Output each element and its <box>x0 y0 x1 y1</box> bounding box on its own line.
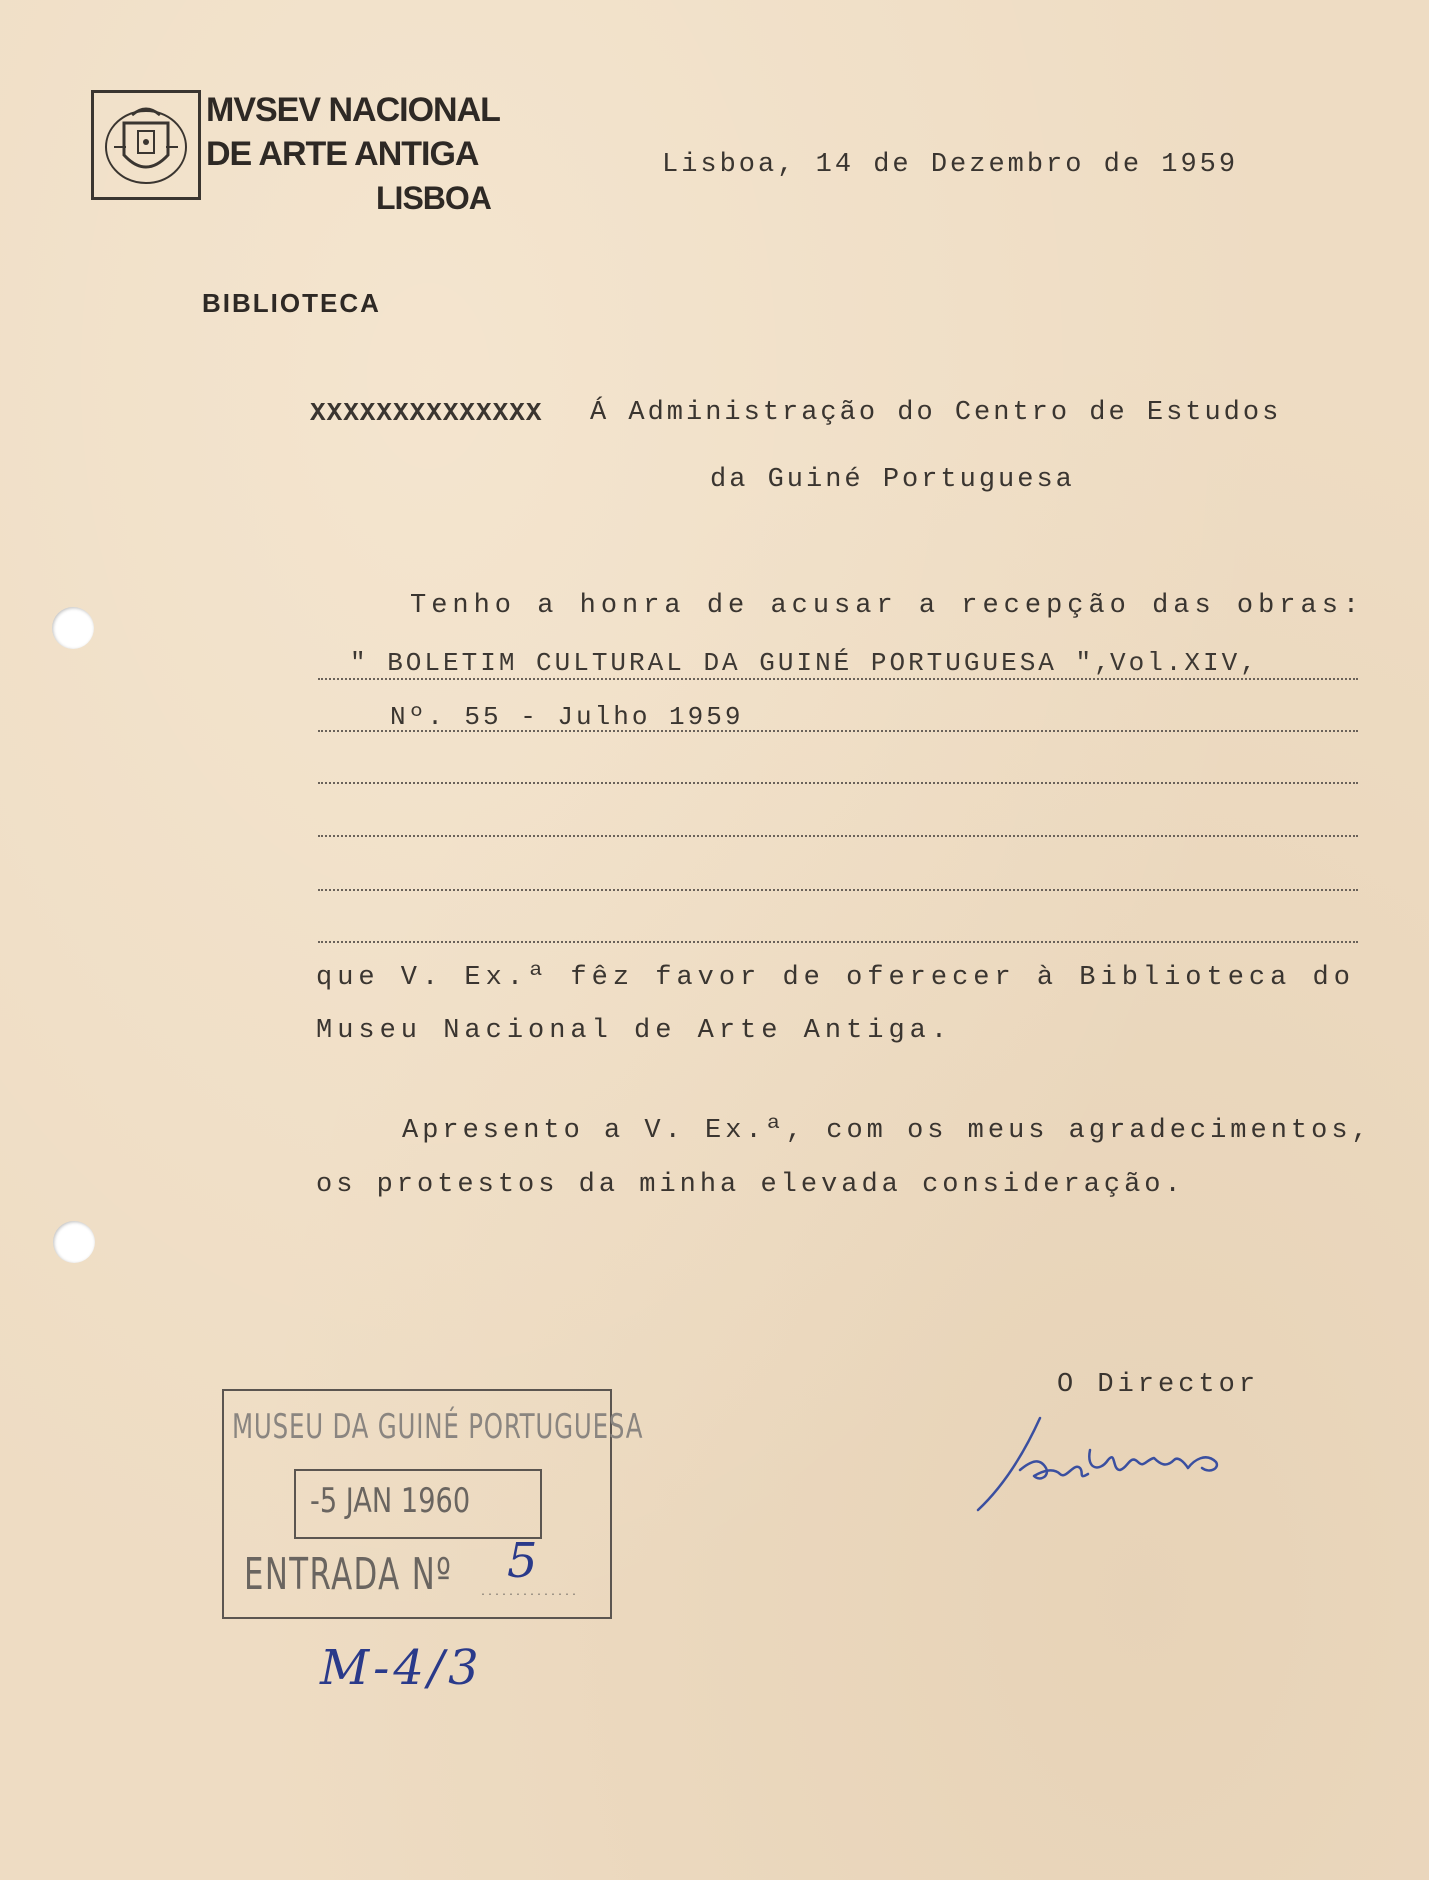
stamp-date: -5 JAN 1960 <box>310 1481 471 1521</box>
work-issue: Nº. 55 - Julho 1959 <box>390 702 744 732</box>
fill-line-4 <box>318 835 1358 837</box>
stamp-entry-number: 5 <box>507 1533 538 1589</box>
stamp-fine-print: ·············· <box>480 1590 579 1601</box>
stamp-entry <box>244 1549 452 1600</box>
museum-name-line3: LISBOA <box>376 180 491 216</box>
stamp-header: MUSEU DA GUINÉ PORTUGUESA <box>232 1407 644 1447</box>
work-volume: Vol.XIV, <box>1110 648 1259 678</box>
fill-line-1 <box>318 678 1358 680</box>
museum-name-line2: DE ARTE ANTIGA <box>206 135 479 173</box>
closing-line-4: os protestos da minha elevada consideração. <box>316 1170 1185 1200</box>
museum-name-line1: MVSEV NACIONAL <box>206 91 500 129</box>
work-title-line <box>350 648 1259 678</box>
fill-line-3 <box>318 782 1358 784</box>
fill-line-5 <box>318 889 1358 891</box>
work-title: " BOLETIM CULTURAL DA GUINÉ PORTUGUESA ", <box>350 648 1113 678</box>
closing-line-1: que V. Ex.ª fêz favor de oferecer à Biblioteca do <box>316 963 1355 993</box>
intro-text: Tenho a honra de acusar a recepção das obras: <box>410 591 1365 621</box>
fill-line-6 <box>318 941 1358 943</box>
closing-line-3: Apresento a V. Ex.ª, com os meus agradecimentos, <box>402 1116 1372 1146</box>
stamp-date-box <box>294 1469 542 1539</box>
coat-of-arms-logo <box>91 90 201 200</box>
museum-name <box>206 88 500 220</box>
punch-hole-bottom <box>53 1221 95 1263</box>
letter-date: Lisboa, 14 de Dezembro de 1959 <box>662 150 1239 180</box>
reference-code: M-4/3 <box>320 1640 483 1696</box>
recipient-line2: da Guiné Portuguesa <box>710 465 1075 495</box>
punch-hole-top <box>52 607 94 649</box>
director-title: O Director <box>1057 1370 1260 1400</box>
receipt-stamp <box>222 1389 644 1621</box>
department-label: BIBLIOTECA <box>202 288 381 318</box>
director-signature <box>970 1410 1230 1520</box>
closing-line-2: Museu Nacional de Arte Antiga. <box>316 1016 953 1046</box>
stamp-entry-label: ENTRADA Nº <box>244 1549 453 1600</box>
recipient-line1: Á Administração do Centro de Estudos <box>590 398 1282 428</box>
struck-out-text: XXXXXXXXXXXXXX <box>310 398 543 428</box>
